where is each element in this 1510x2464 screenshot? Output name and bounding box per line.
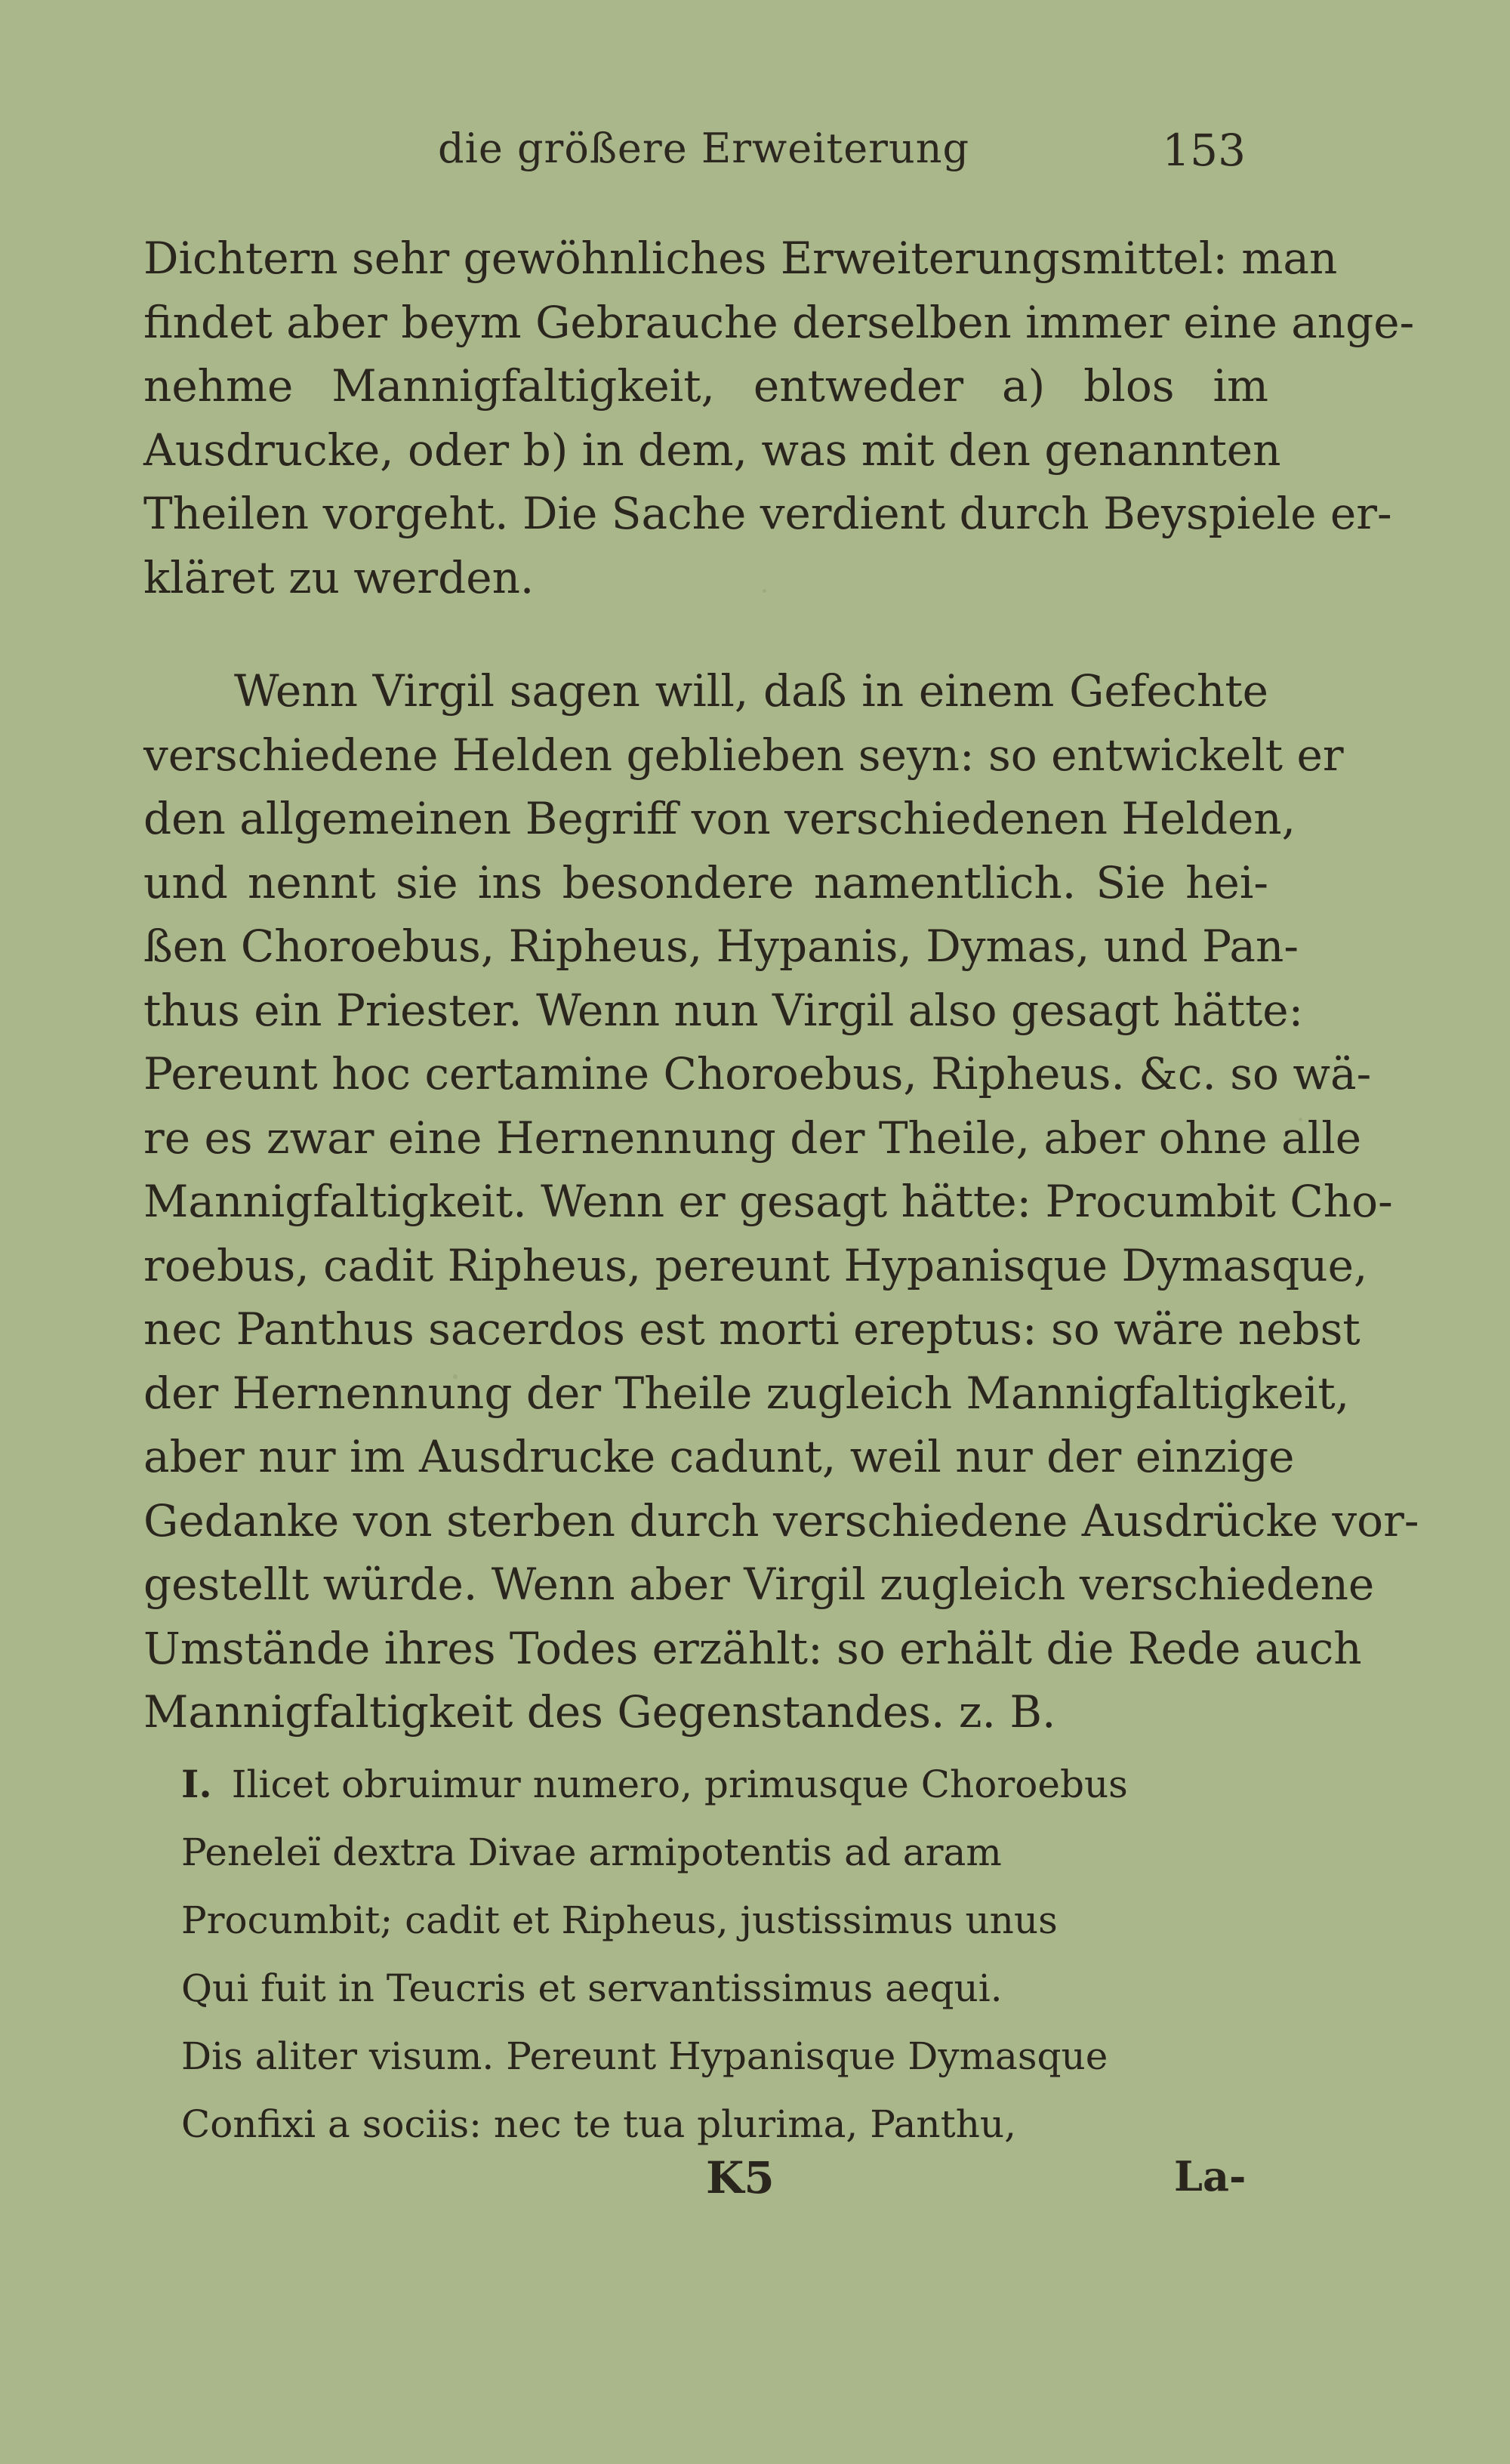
verse-quotation [181,1750,1238,2158]
page-header [438,125,1268,185]
text-line: Wenn Virgil sagen will, daß in einem Gefechte [234,665,1268,717]
page-number: 153 [1162,125,1246,176]
text-line: verschiedene Helden geblieben seyn: so entwickelt er [143,729,1344,781]
text-line: Umstände ihres Todes erzählt: so erhält die Rede auch [143,1622,1362,1674]
text-line: roebus, cadit Ripheus, pereunt Hypanisque Dymasque, [143,1239,1368,1291]
verse-line: Dis aliter visum. Pereunt Hypanisque Dymasque [181,2034,1108,2078]
verse-line: Qui fuit in Teucris et servantissimus aequi. [181,1966,1003,2010]
signature-mark: K5 [706,2152,775,2203]
body-text [143,227,1419,1744]
text-line: Mannigfaltigkeit des Gegenstandes. z. B. [143,1686,1056,1738]
text-line: der Hernennung der Theile zugleich Mannigfaltigkeit, [143,1367,1350,1419]
text-line: und nennt sie ins besondere namentlich. Sie hei- [143,856,1268,908]
paragraph [143,227,1415,609]
verse-text: Ilicet obruimur numero, primusque Choroebus [231,1762,1128,1806]
text-line: Dichtern sehr gewöhnliches Erweiterungsmittel: man [143,233,1338,284]
text-line: re es zwar eine Hernennung der Theile, aber ohne alle [143,1112,1362,1164]
text-line: ßen Choroebus, Ripheus, Hypanis, Dymas, und Pan- [143,921,1299,972]
text-line: nehme Mannigfaltigkeit, entweder a) blos im [143,360,1268,412]
running-head: die größere Erweiterung [438,125,970,172]
text-line: findet aber beym Gebrauche derselben immer eine ange- [143,296,1415,348]
text-line: thus ein Priester. Wenn nun Virgil also gesagt hätte: [143,984,1304,1036]
catchword: La- [1174,2152,1247,2200]
text-line: Mannigfaltigkeit. Wenn er gesagt hätte: Procumbit Cho- [143,1176,1393,1227]
paragraph [143,659,1419,1744]
paragraph-gap [143,609,1268,659]
text-line: Gedanke von sterben durch verschiedene Ausdrücke vor- [143,1494,1419,1547]
verse-line: Peneleï dextra Divae armipotentis ad aram [181,1830,1002,1874]
page-footer [0,2152,1510,2213]
verse-line: Confixi a sociis: nec te tua plurima, Panthu, [181,2102,1017,2146]
text-line: den allgemeinen Begriff von verschiedenen Helden, [143,793,1296,844]
text-line: gestellt würde. Wenn aber Virgil zugleich verschiedene [143,1559,1375,1610]
verse-line: Procumbit; cadit et Ripheus, justissimus unus [181,1898,1058,1942]
text-line: nec Panthus sacerdos est morti ereptus: so wäre nebst [143,1303,1361,1355]
text-line: aber nur im Ausdrucke cadunt, weil nur der einzige [143,1431,1295,1482]
text-line: Pereunt hoc certamine Choroebus, Ripheus. &c. so wä- [143,1048,1372,1099]
verse-number: I. [181,1762,212,1806]
verse-line [181,1750,1238,1818]
text-line: Ausdrucke, oder b) in dem, was mit den genannten [143,424,1281,476]
text-line: kläret zu werden. [143,551,535,603]
text-line: Theilen vorgeht. Die Sache verdient durch Beyspiele er- [143,488,1392,539]
